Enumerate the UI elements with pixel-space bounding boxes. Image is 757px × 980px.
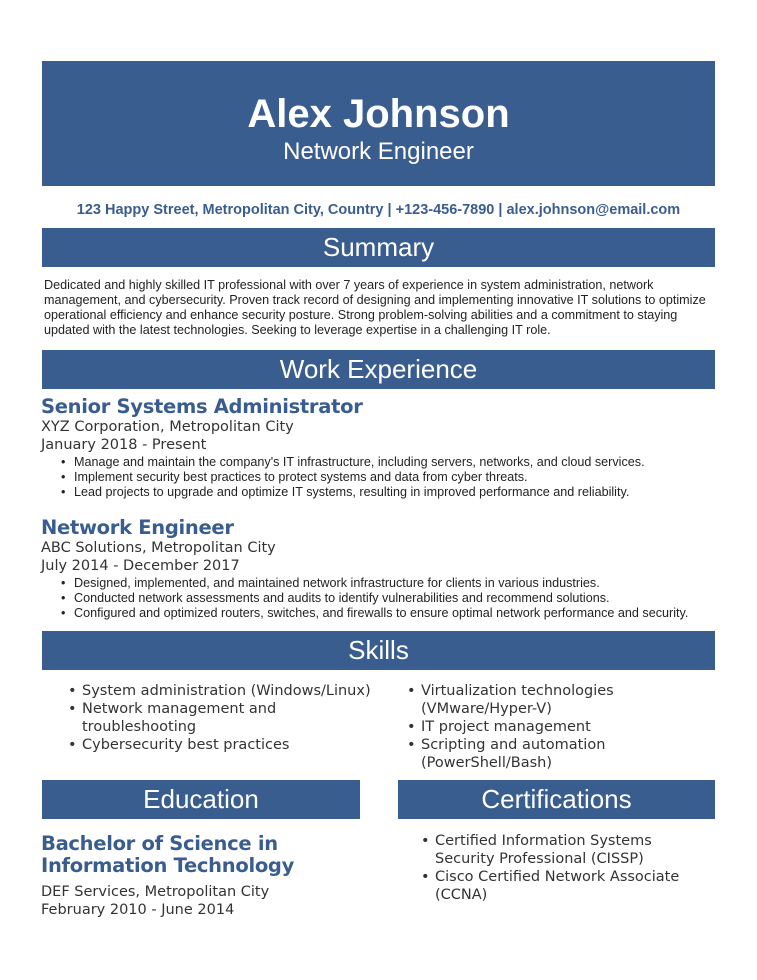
job-bullets [41,455,645,500]
skills-heading: Skills [42,631,715,670]
education-dates: February 2010 - June 2014 [41,902,235,918]
list-item: • Configured and optimized routers, switches, and firewalls to ensure optimal network performance and security. [41,606,688,621]
job-dates: July 2014 - December 2017 [41,558,240,574]
list-item: • Virtualization technologies (VMware/Hyper-V) [409,682,649,718]
list-item: • Certified Information Systems Security Professional (CISSP) [423,832,698,868]
list-item: • IT project management [409,718,649,736]
candidate-title: Network Engineer [283,138,474,165]
certifications-heading: Certifications [398,780,715,819]
list-item: • Lead projects to upgrade and optimize IT systems, resulting in improved performance and reliability. [41,485,645,500]
candidate-name: Alex Johnson [247,92,510,136]
list-item: • Cybersecurity best practices [70,736,380,754]
degree-title: Bachelor of Science in Information Technology [41,832,294,877]
summary-heading: Summary [42,228,715,267]
work-experience-heading: Work Experience [42,350,715,389]
list-item: • Manage and maintain the company's IT infrastructure, including servers, networks, and cloud services. [41,455,645,470]
list-item: • Designed, implemented, and maintained network infrastructure for clients in various industries. [41,576,688,591]
list-item: • Implement security best practices to protect systems and data from cyber threats. [41,470,645,485]
education-school: DEF Services, Metropolitan City [41,884,270,900]
skills-right-list [409,682,649,772]
certifications-list [423,832,698,904]
list-item: • Network management and troubleshooting [70,700,380,736]
job-company: ABC Solutions, Metropolitan City [41,540,276,556]
job-title: Senior Systems Administrator [41,395,363,418]
contact-info: 123 Happy Street, Metropolitan City, Country | +123-456-7890 | alex.johnson@email.com [76,202,681,218]
job-dates: January 2018 - Present [41,437,207,453]
list-item: • Conducted network assessments and audits to identify vulnerabilities and recommend solutions. [41,591,688,606]
skills-left-list [70,682,380,754]
job-title: Network Engineer [41,516,234,539]
list-item: • Scripting and automation (PowerShell/Bash) [409,736,649,772]
education-heading: Education [42,780,360,819]
list-item: • Cisco Certified Network Associate (CCNA) [423,868,698,904]
list-item: • System administration (Windows/Linux) [70,682,380,700]
job-bullets [41,576,688,621]
resume-header [42,61,715,186]
job-company: XYZ Corporation, Metropolitan City [41,419,294,435]
summary-text: Dedicated and highly skilled IT professional with over 7 years of experience in system administration, network management, and cybersecurity. Proven track record of designing and implementing innovative IT solutions to optimize operational efficiency and enhance security posture. Strong problem-solving abilities and a commitment to staying updated with the latest technologies. Seeking to leverage expertise in a challenging IT role. [44,278,706,337]
